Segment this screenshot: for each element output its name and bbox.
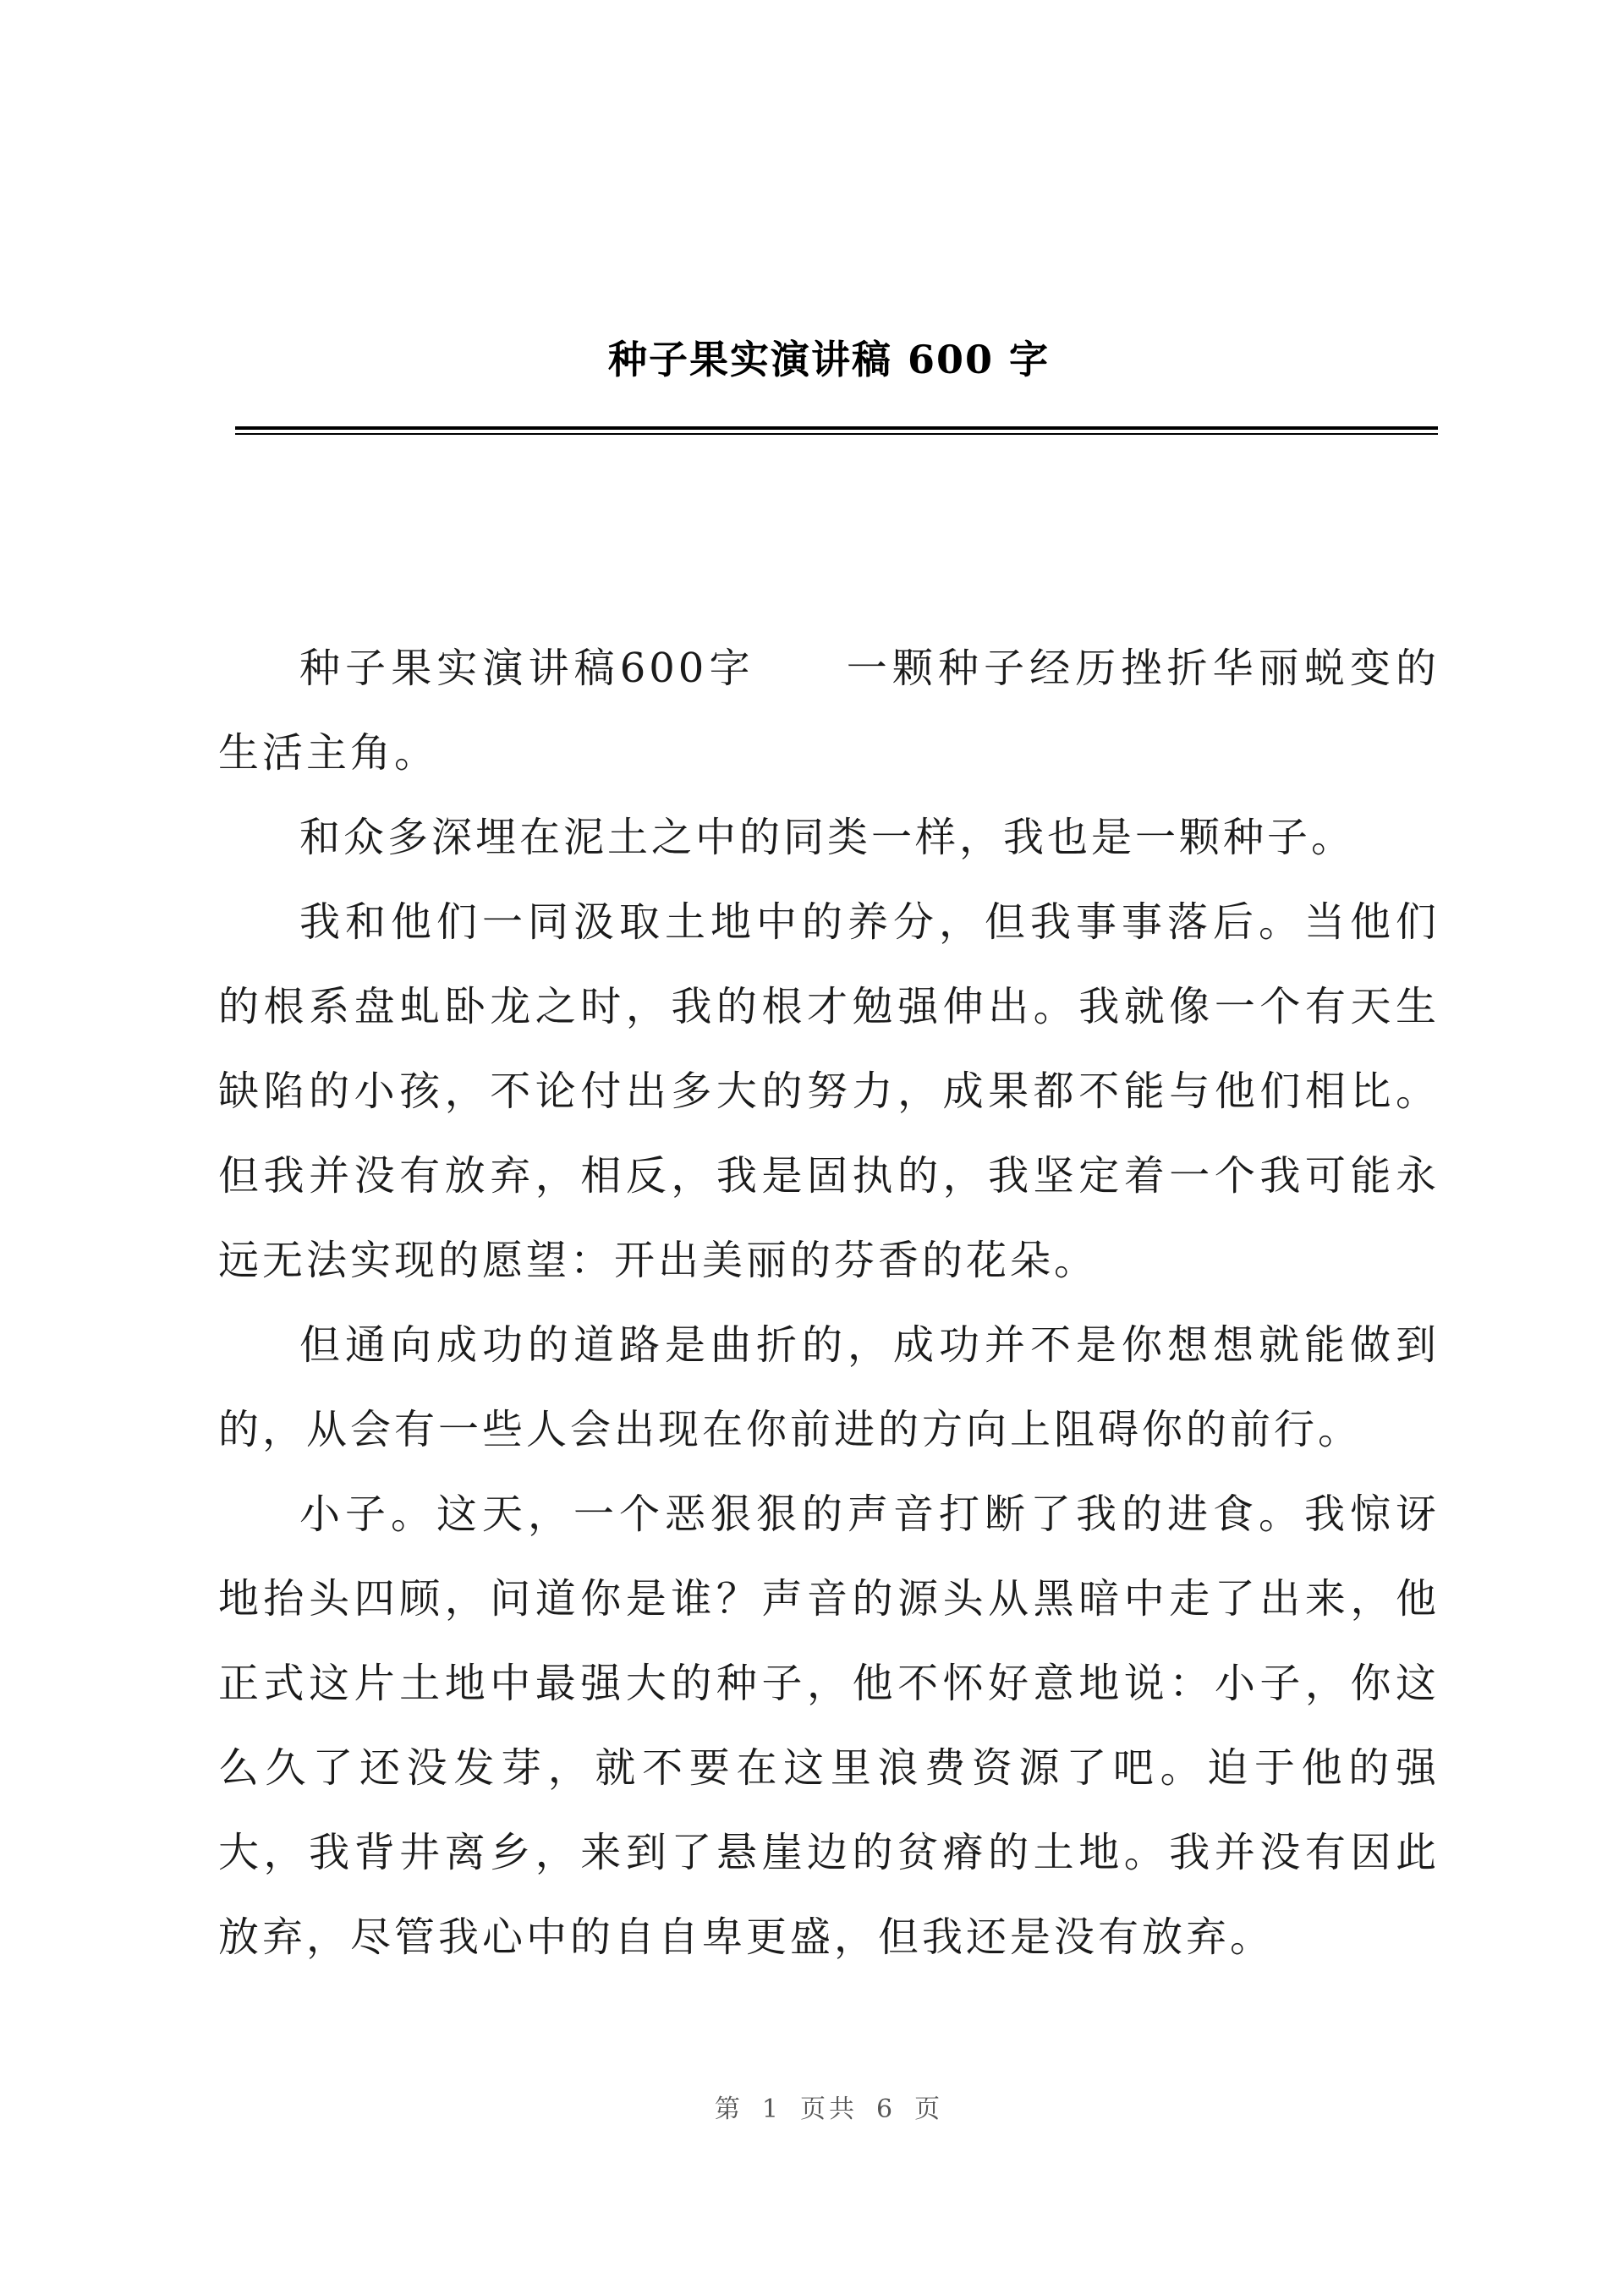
footer-suffix: 页 xyxy=(914,2095,944,2124)
footer-middle: 页共 xyxy=(800,2095,858,2124)
footer-page-number: 1 xyxy=(761,2095,782,2124)
document-body xyxy=(218,626,1440,1979)
page-footer xyxy=(0,2088,1624,2125)
title-divider-thick xyxy=(235,426,1438,430)
footer-total-pages: 6 xyxy=(876,2095,897,2124)
paragraph: 和众多深埋在泥土之中的同类一样，我也是一颗种子。 xyxy=(299,814,1356,861)
paragraph: 我和他们一同汲取土地中的养分，但我事事落后。当他们的根系盘虬卧龙之时，我的根才勉强伸出。我就像一个有天生缺陷的小孩，不论付出多大的努力，成果都不能与他们相比。但我并没有放弃，相反，我是固执的，我坚定着一个我可能永远无法实现的愿望：开出美丽的芬香的花朵。 xyxy=(218,898,1440,1284)
paragraph: 但通向成功的道路是曲折的，成功并不是你想想就能做到的，从会有一些人会出现在你前进的方向上阻碍你的前行。 xyxy=(218,1321,1440,1453)
footer-prefix: 第 xyxy=(714,2095,743,2124)
paragraph: 小子。这天，一个恶狠狠的声音打断了我的进食。我惊讶地抬头四顾，问道你是谁？声音的源头从黑暗中走了出来，他正式这片土地中最强大的种子，他不怀好意地说：小子，你这么久了还没发芽，就不要在这里浪费资源了吧。迫于他的强大，我背井离乡，来到了悬崖边的贫瘠的土地。我并没有因此放弃，尽管我心中的自自卑更盛，但我还是没有放弃。 xyxy=(218,1491,1440,1961)
title-divider-thin xyxy=(235,433,1438,435)
document-title: 种子果实演讲稿 600 字 xyxy=(607,337,1051,382)
paragraph: 种子果实演讲稿600字 一颗种子经历挫折华丽蜕变的生活主角。 xyxy=(218,645,1440,777)
